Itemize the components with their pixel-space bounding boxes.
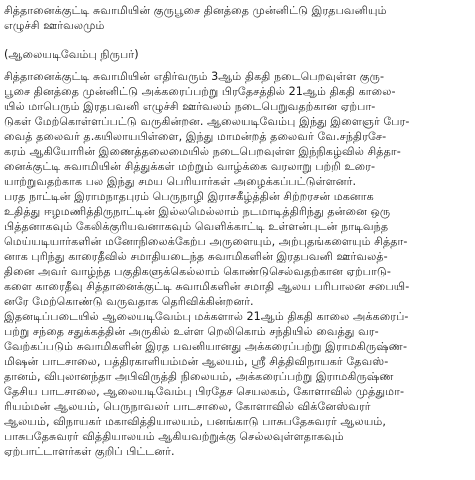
- text-line: வேற்கப்படும் சுவாமிகளின் இரத பவனியானது அக்கரைப்பற்று இராமகிருஷ்ண-: [4, 340, 407, 353]
- text-line: சித்தானைக்குட்டி சுவாமியின் எதிர்வரும் 3ஆம் திகதி நடைபெறவுள்ள குரு-: [4, 70, 385, 83]
- text-line: பூசை தினத்தை முன்னிட்டு அக்கரைப்பற்று பிரதேசத்தில் 21ஆம் திகதி காலை-: [4, 85, 396, 98]
- dateline: (ஆலையடிவேம்பு நிருபர்): [4, 48, 139, 61]
- text-line: னரே மேற்கொண்டு வருவதாக தெரிவிக்கின்றனர்.: [4, 295, 254, 308]
- text-line: பாசுபதேசுவரர் வித்தியாலயம் ஆகியவற்றுக்கு செல்லவுள்ளதாகவும்: [4, 430, 344, 443]
- text-line: கரம் ஆகியோரின் இணைத்தலைமையில் நடைபெறவுள்ள இந்நிகழ்வில் சித்தா-: [4, 145, 401, 158]
- text-line: வைத் தலைவர் த.கயிலாயபிள்ளை, இந்து மாமன்றத் தலைவர் வே.சந்திரசே-: [4, 130, 387, 143]
- text-line: டுகள் மேற்கொள்ளப்பட்டு வருகின்றன. ஆலையடிவேம்பு இந்து இளைஞர் பேர-: [4, 115, 410, 128]
- text-line: தேசிய பாடசாலை, ஆலையடிவேம்பு பிரதேச செயலகம், கோளாவில் முத்துமா-: [4, 385, 405, 398]
- text-line: யாற்றுவதற்காக பல இந்து சமய பெரியார்கள் அழைக்கப்பட்டுள்ளனர்.: [4, 175, 357, 188]
- text-line: தினை அவர் வாழ்ந்த பகுதிகளுக்கெல்லாம் கொண்டுசெல்வதற்கான ஏற்பாடு-: [4, 265, 391, 278]
- text-line: ரியம்மன் ஆலயம், பெருநாவலர் பாடசாலை, கோளாவில் விக்னேஸ்வரர்: [4, 400, 371, 413]
- text-line: னாக புரிந்து காரைதீவில் சமாதியடைந்த சுவாமிகளின் இரதபவனி ஊர்வலத்-: [4, 250, 388, 263]
- text-line: பித்தனாகவும் கேலிக்குரியவனாகவும் வெளிக்காட்டி உள்ளன்புடன் நாடிவந்த: [4, 220, 389, 233]
- text-line: ஆலயம், விநாயகர் மகாவித்தியாலயம், பனங்காடு பாசுபதேசுவரர் ஆலயம்,: [4, 415, 386, 428]
- text-line: ஏற்பாட்டாளர்கள் குறிப் பிட்டனர்.: [4, 445, 175, 458]
- text-line: களை காரைதீவு சித்தானைக்குட்டி சுவாமிகளின் சமாதி ஆலய பரிபாலன சபையி-: [4, 280, 410, 293]
- text-line: பற்று சந்தை சதுக்கத்தின் அருகில் உள்ள றெலிகொம் சந்தியில் வைத்து வர-: [4, 325, 379, 338]
- text-line: தானம், விபுலானந்தா அபிவிருத்தி நிலையம், அக்கரைப்பற்று இராமகிருஷ்ண: [4, 370, 394, 383]
- text-line: மெய்யடியார்களின் மனோநிலைக்கேற்ப அருளையும், அற்புதங்களையும் சித்தா-: [4, 235, 408, 248]
- text-line: இதனடிப்படையில் ஆலையடிவேம்பு மக்களால் 21ஆம் திகதி காலை அக்கரைப்-: [4, 310, 409, 323]
- text-line: னைக்குட்டி சுவாமியின் சித்துக்கள் மற்றும் வாழ்க்கை வரலாறு பற்றி உரை-: [4, 160, 376, 173]
- headline-line-2: எழுச்சி ஊர்வலமும்: [4, 19, 105, 32]
- text-line: மிஷன் பாடசாலை, பத்திரகாளியம்மன் ஆலயம், ஸ்ரீ சித்திவிநாயகர் தேவஸ்-: [4, 355, 389, 368]
- headline-line-1: சித்தானைக்குட்டி சுவாமியின் குருபூசை தினத்தை முன்னிட்டு இரதபவனியும்: [4, 4, 387, 17]
- text-line: உதித்து ஈழமணித்திருநாட்டின் இல்லமெல்லாம் நடமாடித்திரிந்து தன்னை ஒரு: [4, 205, 391, 218]
- text-line: பரத நாட்டின் இராமநாதபுரம் பெருநாழி இராசகீழ்த்தின் சிற்றரசன் மகனாக: [4, 190, 374, 203]
- text-line: யில் மாபெரும் இரதபவனி எழுச்சி ஊர்வலம் நடைபெறுவதற்கான ஏற்பா-: [4, 100, 376, 113]
